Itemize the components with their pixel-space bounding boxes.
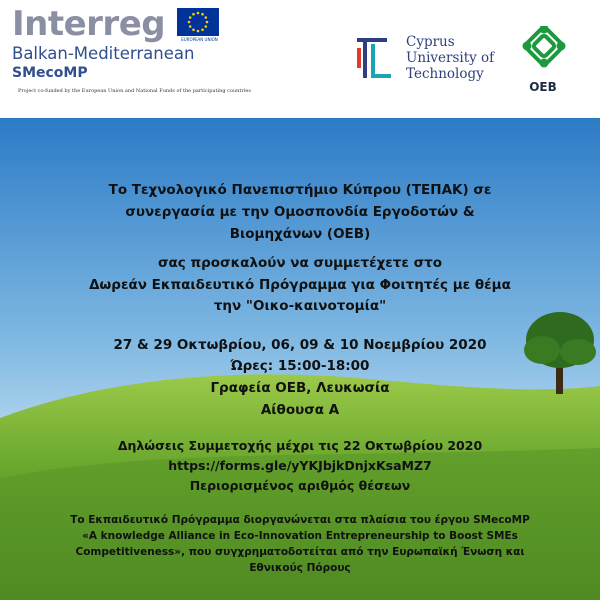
- footer-line-4: Εθνικούς Πόρους: [249, 562, 351, 574]
- schedule-dates: 27 & 29 Οκτωβρίου, 06, 09 & 10 Νοεμβρίου 2020: [113, 337, 487, 353]
- interreg-wordmark: Interreg: [12, 4, 166, 44]
- footer-line-3: Competitiveness», που συγχρηματοδοτείται από την Ευρωπαϊκή Ένωση και: [75, 546, 525, 558]
- invite-line-3: την "Οικο-καινοτομία": [213, 298, 387, 314]
- university-name: [406, 34, 494, 82]
- limited-seats-note: Περιορισμένος αριθμός θέσεων: [189, 478, 411, 493]
- intro-line-1: Το Τεχνολογικό Πανεπιστήμιο Κύπρου (ΤΕΠΑΚ) σε: [108, 182, 492, 198]
- landscape-banner: [0, 118, 600, 600]
- oeb-knot-icon: [512, 26, 576, 80]
- program-region: Balkan-Mediterranean: [12, 44, 195, 63]
- eu-flag-icon: [177, 8, 219, 36]
- schedule-venue: Γραφεία ΟΕΒ, Λευκωσία: [210, 380, 390, 396]
- registration-form-link[interactable]: https://forms.gle/yYKJbjkDnjxKsaMZ7: [168, 458, 432, 473]
- oeb-wordmark: OEB: [529, 80, 557, 94]
- invite-line-2: Δωρεάν Εκπαιδευτικό Πρόγραμμα για Φοιτητές με θέμα: [89, 277, 511, 293]
- invite-line-1: σας προσκαλούν να συμμετέχετε στο: [157, 255, 443, 271]
- intro-line-3: Βιομηχάνων (ΟΕΒ): [229, 226, 371, 242]
- university-name-line1: Cyprus: [406, 34, 455, 50]
- cut-logo-icon: [355, 36, 395, 80]
- registration-deadline: Δηλώσεις Συμμετοχής μέχρι τις 22 Οκτωβρίου 2020: [117, 438, 483, 453]
- intro-line-2: συνεργασία με την Ομοσπονδία Εργοδοτών &: [125, 204, 475, 220]
- header-bar: [0, 0, 600, 118]
- university-name-line3: Technology: [406, 66, 484, 82]
- cofunding-note: Project co-funded by the European Union and National Funds of the participating countries: [18, 88, 251, 94]
- project-name: SMecoMP: [12, 65, 88, 81]
- eu-caption: EUROPEAN UNION: [181, 37, 218, 42]
- footer-line-1: Το Εκπαιδευτικό Πρόγραμμα διοργανώνεται στα πλαίσια του έργου SMecoMP: [70, 514, 530, 526]
- schedule-room: Αίθουσα Α: [260, 402, 340, 418]
- university-name-line2: University of: [406, 50, 495, 66]
- footer-line-2: «A knowledge Alliance in Eco-Innovation Entrepreneurship to Boost SMEs: [82, 530, 518, 542]
- schedule-hours: Ώρες: 15:00-18:00: [230, 358, 370, 374]
